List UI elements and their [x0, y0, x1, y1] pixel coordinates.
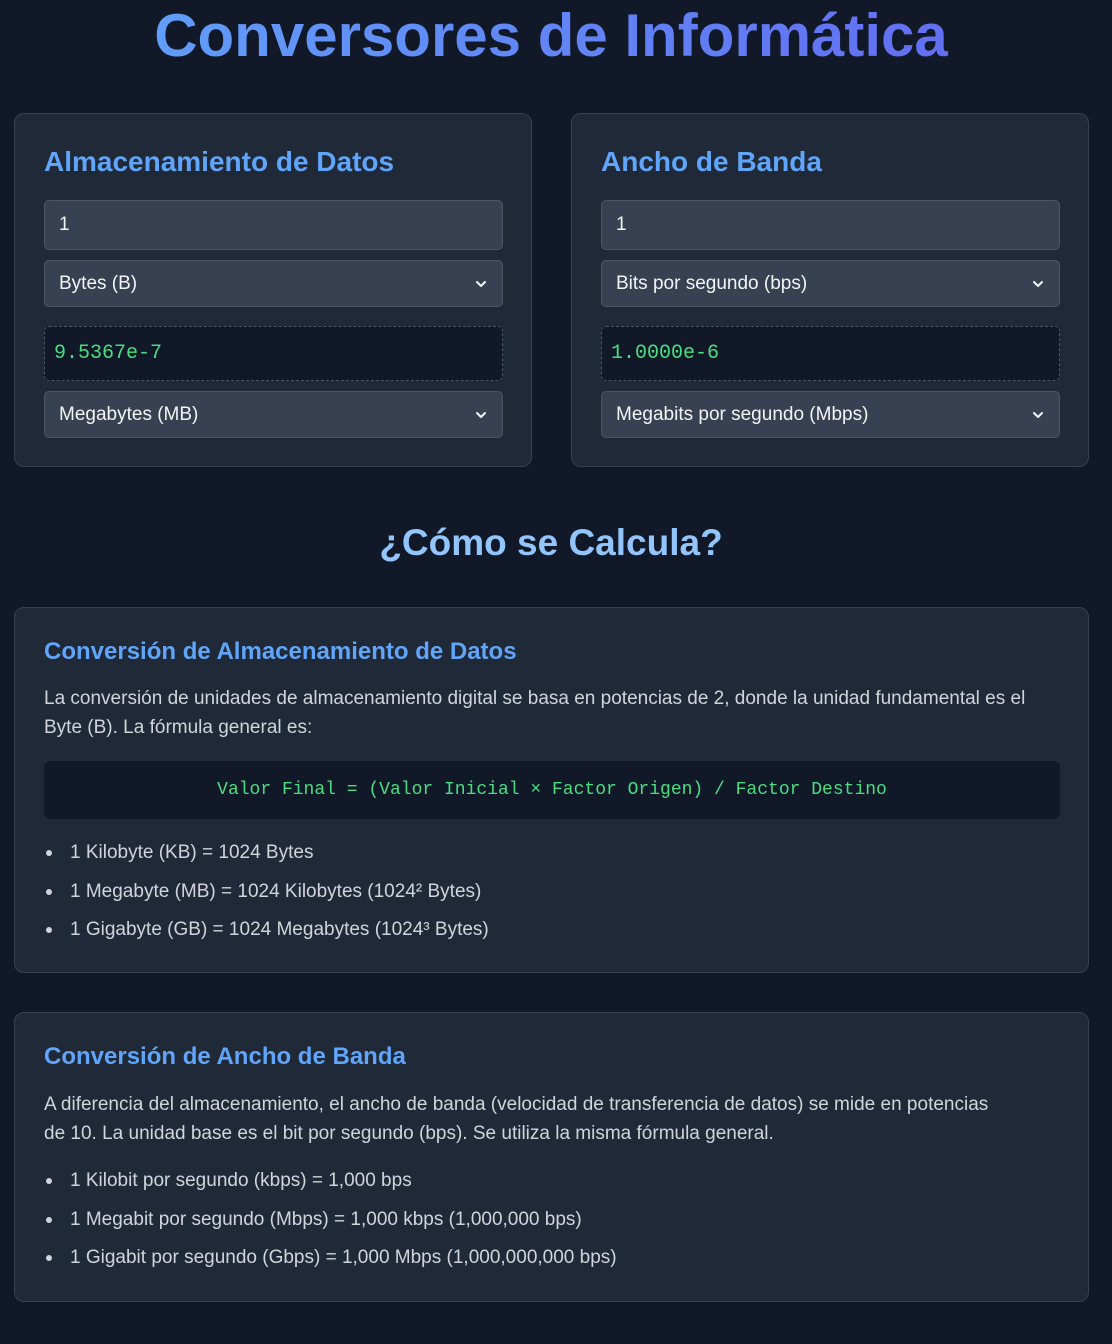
chevron-down-icon [474, 277, 488, 291]
list-item: 1 Kilobit por segundo (kbps) = 1,000 bps [44, 1168, 617, 1207]
formula-text: Valor Final = (Valor Inicial × Factor Origen) / Factor Destino [217, 780, 887, 800]
bandwidth-input-value[interactable] [601, 200, 1060, 250]
how-calculated-heading: ¿Cómo se Calcula? [379, 522, 723, 563]
storage-converter-title: Almacenamiento de Datos [44, 146, 395, 177]
page-title: Conversores de Informática [0, 2, 1102, 70]
storage-info-title: Conversión de Almacenamiento de Datos [44, 638, 517, 665]
bandwidth-result-value: 1.0000e-6 [611, 342, 720, 365]
bandwidth-info-title: Conversión de Ancho de Banda [44, 1043, 406, 1070]
list-item: 1 Kilobyte (KB) = 1024 Bytes [44, 840, 489, 879]
bandwidth-result-output [601, 326, 1060, 381]
storage-input-value[interactable] [44, 200, 503, 250]
bandwidth-info-description: A diferencia del almacenamiento, el ancho de banda (velocidad de transferencia de datos) se mide en potencias de 10. La unidad base es el bit por segundo (bps). Se utiliza la misma fórmula general. [44, 1094, 989, 1144]
storage-from-unit-select[interactable] [44, 260, 503, 307]
list-item: 1 Megabit por segundo (Mbps) = 1,000 kbps (1,000,000 bps) [44, 1207, 617, 1246]
bandwidth-converter-title: Ancho de Banda [601, 146, 822, 177]
bandwidth-units-list [44, 1168, 617, 1284]
bandwidth-to-unit-label: Megabits por segundo (Mbps) [616, 403, 869, 425]
storage-to-unit-label: Megabytes (MB) [59, 403, 199, 425]
storage-result-value: 9.5367e-7 [54, 342, 163, 365]
list-item: 1 Megabyte (MB) = 1024 Kilobytes (1024² Bytes) [44, 879, 489, 918]
chevron-down-icon [1031, 277, 1045, 291]
list-item: 1 Gigabit por segundo (Gbps) = 1,000 Mbps (1,000,000,000 bps) [44, 1245, 617, 1284]
list-item: 1 Gigabyte (GB) = 1024 Megabytes (1024³ Bytes) [44, 917, 489, 956]
bandwidth-info-card [14, 1012, 1089, 1302]
storage-info-card [14, 607, 1089, 973]
bandwidth-from-unit-select[interactable] [601, 260, 1060, 307]
storage-info-description: La conversión de unidades de almacenamiento digital se basa en potencias de 2, donde la unidad fundamental es el Byte (B). La fórmula general es: [44, 688, 1026, 738]
storage-converter-card [14, 113, 532, 467]
storage-to-unit-select[interactable] [44, 391, 503, 438]
storage-units-list [44, 840, 489, 956]
bandwidth-to-unit-select[interactable] [601, 391, 1060, 438]
chevron-down-icon [1031, 408, 1045, 422]
storage-result-output [44, 326, 503, 381]
chevron-down-icon [474, 408, 488, 422]
storage-from-unit-label: Bytes (B) [59, 272, 138, 294]
formula-box [44, 761, 1060, 819]
bandwidth-from-unit-label: Bits por segundo (bps) [616, 272, 808, 294]
bandwidth-converter-card [571, 113, 1089, 467]
